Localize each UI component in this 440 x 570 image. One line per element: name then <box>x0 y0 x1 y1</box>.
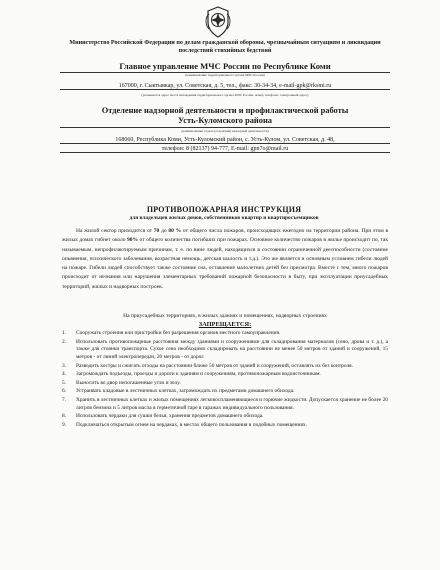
rule-text: Использовать чердаки для сушки белья, хранения предметов домашнего обихода. <box>76 413 264 420</box>
main-org-caption: (наименование территориального органа МЧС России) <box>185 73 265 77</box>
stat-90: 90% <box>127 237 139 244</box>
main-org-name: Главное управление МЧС России по Республике Коми <box>60 61 390 73</box>
department-caption: (наименование отдела (отделения) надзорной деятельности) <box>181 129 269 133</box>
prohibited-heading: ЗАПРЕЩАЕТСЯ: <box>198 321 252 328</box>
ministry-name: Министерство Российской Федерации по делам гражданской обороны, чрезвычайным ситуациям и ликвидации последствий стихийных бедствий <box>69 40 381 54</box>
intro-paragraph: На жилой сектор приходится от 70 до 80 % от общего числа пожаров, происходящих ежегодно на территории района. При этом в жилых домах гибнет около 90% от общего количества погибших при пожарах. Основное количество пожаров в жилье происходит по, так называемым, непрофилактируемым причинам, т. е. по вине людей, находящихся в состоянии ограниченной дееспособности (состояние опьянения, психического заболевания, возрастная немощь, детская шалость и т.д.). Это же является и основным условием гибели людей на пожаре. Гибели людей способствует также состояние сна, оставление малолетних детей без присмотра. Вместе с тем, много пожаров происходит от незнания или нарушения элементарных требований пожарной безопасности в быту, при эксплуатации приусадебных территорий, жилых и надворных построек. <box>62 228 389 290</box>
territories-text: На приусадебных территориях, в жилых зданиях и помещениях, надворных строениях <box>123 313 327 319</box>
rule-item <box>62 380 388 388</box>
department-line-2: Усть-Куломского района <box>178 116 272 125</box>
instruction-subtitle: для владельцев жилых домов, собственников квартир и квартиросъемщиков <box>129 215 319 221</box>
divider <box>60 127 390 128</box>
main-org-address: 167000, г. Сыктывкар, ул. Советская, д. 5, тел., факс: 30-34-34, e-mail-gpk@rksmi.ru <box>60 83 390 90</box>
rule-number: 7. <box>62 396 67 403</box>
rule-text: Разводить костры и сжигать отходы на расстоянии ближе 50 метров от зданий и сооружений, оставлять их без контроля. <box>76 362 353 369</box>
rule-number: 9. <box>62 421 67 428</box>
department-line-1: Отделение надзорной деятельности и профилактической работы <box>101 106 349 115</box>
rule-item <box>62 339 388 363</box>
rule-text: Сооружать строения или пристройки без разрешения органов местного самоуправления. <box>76 330 281 336</box>
rule-number: 5. <box>62 379 67 386</box>
rule-number: 6. <box>62 388 67 395</box>
rule-text: Загромождать подъезды, проезды и дороги к зданиям и сооружениям, противопожарным водоисточникам. <box>76 371 321 378</box>
rule-text: Хранить в лестничных клетках и жилых помещениях легковоспламеняющиеся и горючие жидкости. Допускается хранение не более 20 литров бензина и 5 литров масла в герметичной таре в гаражах индивидуального пользования. <box>76 396 388 411</box>
rule-item <box>62 388 388 396</box>
stat-70: 70 <box>153 228 160 234</box>
rule-item <box>62 330 388 338</box>
department-name <box>60 106 390 126</box>
instruction-title: ПРОТИВОПОЖАРНАЯ ИНСТРУКЦИЯ <box>146 205 302 214</box>
rule-text: Подключаться открытым огнем на чердаках, в местах общего пользования в подобных помещениях. <box>76 421 307 428</box>
rule-item <box>62 371 388 379</box>
rules-list <box>62 330 388 430</box>
main-org-address-caption: (указывается адрес места нахождения территориального органа МЧС России, номер телефона, электронный адрес) <box>141 93 309 97</box>
rule-number: 8. <box>62 413 67 420</box>
rule-number: 1. <box>62 330 67 336</box>
rule-item <box>62 413 388 421</box>
rule-number: 3. <box>62 362 67 369</box>
rule-number: 2. <box>62 338 67 345</box>
stat-80: 80 % <box>168 228 182 234</box>
mchs-emblem-icon <box>203 5 233 39</box>
rule-number: 4. <box>62 371 67 378</box>
rule-item <box>62 363 388 371</box>
department-address: 168060, Республика Коми, Усть-Куломский район, с. Усть-Кулом, ул. Советская, д. 48, <box>60 137 390 144</box>
rule-item <box>62 422 388 430</box>
rule-text: Устраивать кладовые в лестничных клетках, загромождать их предметами домашнего обихода. <box>76 388 295 395</box>
rule-item <box>62 397 388 413</box>
department-contacts: телефон: 8 (82137) 94-777, E-mail: gpn7o@mail.ru <box>60 146 390 153</box>
rule-text: Выносить во двор непогашенные угли и золу. <box>76 379 181 386</box>
rule-text: Использовать противопожарные расстояния между зданиями и сооружениями для складирования материалов (сено, дрова и т. д.), а также для стоянки транспорта. Сухое сено необходимо складировать на расстоянии не менее 50 метров от зданий и сооружений, 15 метров - от линий электропередач, 20 метров - от дорог. <box>76 338 388 361</box>
